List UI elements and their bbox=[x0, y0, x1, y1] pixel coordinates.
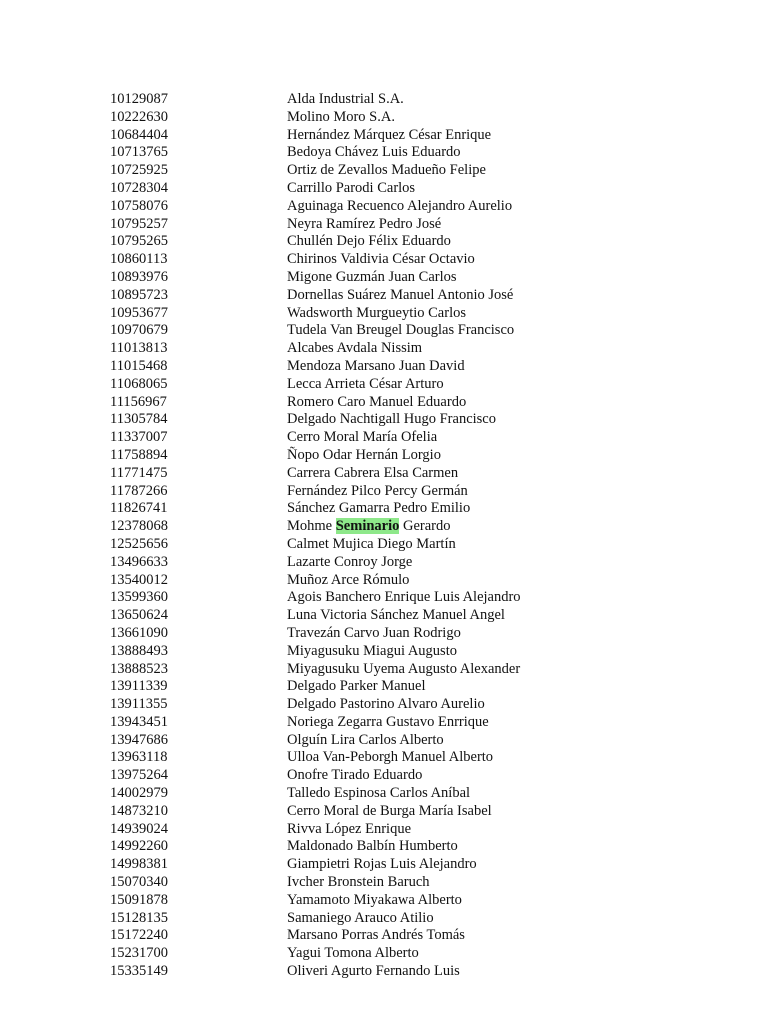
row-name: Ñopo Odar Hernán Lorgio bbox=[287, 446, 441, 463]
list-row bbox=[110, 216, 730, 234]
row-name: Marsano Porras Andrés Tomás bbox=[287, 927, 465, 944]
row-name: Onofre Tirado Eduardo bbox=[287, 767, 423, 784]
list-row bbox=[110, 892, 730, 910]
list-row bbox=[110, 696, 730, 714]
list-row bbox=[110, 483, 730, 501]
list-row bbox=[110, 714, 730, 732]
row-name: Delgado Pastorino Alvaro Aurelio bbox=[287, 696, 485, 713]
row-id: 10728304 bbox=[110, 179, 168, 196]
row-name: Bedoya Chávez Luis Eduardo bbox=[287, 144, 461, 161]
list-row bbox=[110, 447, 730, 465]
row-name: Maldonado Balbín Humberto bbox=[287, 838, 458, 855]
row-id: 10795257 bbox=[110, 215, 168, 232]
list-row bbox=[110, 856, 730, 874]
list-row bbox=[110, 874, 730, 892]
row-id: 15335149 bbox=[110, 963, 168, 980]
list-row bbox=[110, 945, 730, 963]
list-row bbox=[110, 144, 730, 162]
list-row bbox=[110, 376, 730, 394]
row-id: 11337007 bbox=[110, 429, 168, 446]
row-name: Neyra Ramírez Pedro José bbox=[287, 215, 442, 232]
row-name: Tudela Van Breugel Douglas Francisco bbox=[287, 322, 515, 339]
row-name: Molino Moro S.A. bbox=[287, 108, 395, 125]
list-row bbox=[110, 127, 730, 145]
row-id: 13947686 bbox=[110, 731, 168, 748]
row-name: Romero Caro Manuel Eduardo bbox=[287, 393, 467, 410]
row-id: 15091878 bbox=[110, 891, 168, 908]
row-id: 11758894 bbox=[110, 446, 168, 463]
row-name: Alda Industrial S.A. bbox=[287, 91, 404, 107]
row-name: Calmet Mujica Diego Martín bbox=[287, 535, 456, 552]
list-row bbox=[110, 322, 730, 340]
row-name: Miyagusuku Uyema Augusto Alexander bbox=[287, 660, 521, 677]
row-name: Yagui Tomona Alberto bbox=[287, 945, 419, 962]
row-name: Lecca Arrieta César Arturo bbox=[287, 375, 444, 392]
list-row bbox=[110, 749, 730, 767]
row-id: 13661090 bbox=[110, 624, 168, 641]
list-row bbox=[110, 536, 730, 554]
list-row bbox=[110, 821, 730, 839]
row-id: 15070340 bbox=[110, 874, 168, 891]
row-name: Travezán Carvo Juan Rodrigo bbox=[287, 624, 461, 641]
list-row bbox=[110, 340, 730, 358]
row-id: 11068065 bbox=[110, 375, 168, 392]
row-id: 11826741 bbox=[110, 500, 168, 517]
row-id: 15128135 bbox=[110, 909, 168, 926]
row-id: 11305784 bbox=[110, 411, 168, 428]
row-id: 10795265 bbox=[110, 233, 168, 250]
list-row bbox=[110, 233, 730, 251]
row-name: Yamamoto Miyakawa Alberto bbox=[287, 891, 462, 908]
row-id: 10970679 bbox=[110, 322, 168, 339]
row-name: Rivva López Enrique bbox=[287, 820, 412, 837]
row-name: Hernández Márquez César Enrique bbox=[287, 126, 492, 143]
list-row bbox=[110, 625, 730, 643]
row-name: Giampietri Rojas Luis Alejandro bbox=[287, 856, 477, 873]
list-row bbox=[110, 732, 730, 750]
list-row bbox=[110, 394, 730, 412]
highlighted-term: Seminario bbox=[335, 518, 400, 535]
list-row bbox=[110, 572, 730, 590]
row-name: Alcabes Avdala Nissim bbox=[287, 340, 423, 357]
list-row bbox=[110, 589, 730, 607]
row-id: 12378068 bbox=[110, 518, 168, 535]
list-row bbox=[110, 518, 730, 536]
row-name: Delgado Parker Manuel bbox=[287, 678, 426, 695]
row-id: 10684404 bbox=[110, 126, 168, 143]
row-name: Aguinaga Recuenco Alejandro Aurelio bbox=[287, 197, 513, 214]
row-name: Wadsworth Murgueytio Carlos bbox=[287, 304, 466, 321]
row-name: Delgado Nachtigall Hugo Francisco bbox=[287, 411, 496, 428]
list-row bbox=[110, 287, 730, 305]
row-id: 13540012 bbox=[110, 571, 168, 588]
list-row bbox=[110, 678, 730, 696]
list-row bbox=[110, 643, 730, 661]
row-name: Migone Guzmán Juan Carlos bbox=[287, 268, 457, 285]
row-name: Cerro Moral de Burga María Isabel bbox=[287, 802, 492, 819]
row-id: 14939024 bbox=[110, 820, 168, 837]
row-name: Fernández Pilco Percy Germán bbox=[287, 482, 468, 499]
row-name: Agois Banchero Enrique Luis Alejandro bbox=[287, 589, 521, 606]
row-name: Dornellas Suárez Manuel Antonio José bbox=[287, 286, 514, 303]
row-id: 12525656 bbox=[110, 535, 168, 552]
row-name: Muñoz Arce Rómulo bbox=[287, 571, 410, 588]
row-id: 15231700 bbox=[110, 945, 168, 962]
list-row bbox=[110, 180, 730, 198]
list-row bbox=[110, 162, 730, 180]
row-id: 11013813 bbox=[110, 340, 168, 357]
row-id: 13888493 bbox=[110, 642, 168, 659]
list-row bbox=[110, 465, 730, 483]
row-name: Miyagusuku Miagui Augusto bbox=[287, 642, 457, 659]
row-name: Ivcher Bronstein Baruch bbox=[287, 874, 430, 891]
list-row bbox=[110, 305, 730, 323]
row-id: 13496633 bbox=[110, 553, 168, 570]
row-name: Talledo Espinosa Carlos Aníbal bbox=[287, 785, 471, 802]
list-row bbox=[110, 607, 730, 625]
list-row bbox=[110, 910, 730, 928]
list-row bbox=[110, 554, 730, 572]
row-name: Noriega Zegarra Gustavo Enrrique bbox=[287, 713, 489, 730]
row-id: 13911339 bbox=[110, 678, 168, 695]
row-name: Lazarte Conroy Jorge bbox=[287, 553, 413, 570]
row-name: Chullén Dejo Félix Eduardo bbox=[287, 233, 451, 250]
row-id: 15172240 bbox=[110, 927, 168, 944]
row-name: Mendoza Marsano Juan David bbox=[287, 357, 465, 374]
row-id: 14998381 bbox=[110, 856, 168, 873]
row-name: Luna Victoria Sánchez Manuel Angel bbox=[287, 607, 505, 624]
row-id: 11015468 bbox=[110, 357, 168, 374]
row-id: 10860113 bbox=[110, 251, 168, 268]
list-row bbox=[110, 927, 730, 945]
row-name bbox=[287, 518, 451, 536]
list-row bbox=[110, 198, 730, 216]
row-id: 13599360 bbox=[110, 589, 168, 606]
row-name: Samaniego Arauco Atilio bbox=[287, 909, 434, 926]
list-row bbox=[110, 358, 730, 376]
row-id: 10725925 bbox=[110, 162, 168, 179]
row-id: 11156967 bbox=[110, 393, 167, 410]
list-row bbox=[110, 767, 730, 785]
row-name: Sánchez Gamarra Pedro Emilio bbox=[287, 500, 471, 517]
name-list bbox=[110, 91, 730, 981]
list-row bbox=[110, 838, 730, 856]
list-row bbox=[110, 785, 730, 803]
list-row bbox=[110, 500, 730, 518]
list-row bbox=[110, 251, 730, 269]
list-row bbox=[110, 109, 730, 127]
row-id: 11771475 bbox=[110, 464, 168, 481]
list-row bbox=[110, 429, 730, 447]
row-name: Carrillo Parodi Carlos bbox=[287, 179, 416, 196]
row-id: 14873210 bbox=[110, 802, 168, 819]
row-id: 14002979 bbox=[110, 785, 168, 802]
row-id: 10953677 bbox=[110, 304, 168, 321]
row-name: Olguín Lira Carlos Alberto bbox=[287, 731, 444, 748]
row-id: 10713765 bbox=[110, 144, 168, 161]
row-id: 14992260 bbox=[110, 838, 168, 855]
row-name-after: Gerardo bbox=[399, 518, 451, 535]
list-row bbox=[110, 411, 730, 429]
row-id: 13888523 bbox=[110, 660, 168, 677]
list-row bbox=[110, 661, 730, 679]
row-name: Oliveri Agurto Fernando Luis bbox=[287, 963, 460, 980]
row-id: 10129087 bbox=[110, 91, 168, 107]
row-id: 10893976 bbox=[110, 268, 168, 285]
row-id: 13943451 bbox=[110, 713, 168, 730]
row-name: Chirinos Valdivia César Octavio bbox=[287, 251, 475, 268]
row-id: 10895723 bbox=[110, 286, 168, 303]
row-id: 10222630 bbox=[110, 108, 168, 125]
list-row bbox=[110, 91, 730, 109]
row-id: 13963118 bbox=[110, 749, 168, 766]
list-row bbox=[110, 803, 730, 821]
row-id: 13975264 bbox=[110, 767, 168, 784]
row-id: 13911355 bbox=[110, 696, 168, 713]
row-name: Ulloa Van-Peborgh Manuel Alberto bbox=[287, 749, 494, 766]
list-row bbox=[110, 269, 730, 287]
row-name: Cerro Moral María Ofelia bbox=[287, 429, 438, 446]
list-row bbox=[110, 963, 730, 981]
row-name-before: Mohme bbox=[287, 518, 336, 535]
row-name: Ortiz de Zevallos Madueño Felipe bbox=[287, 162, 486, 179]
row-id: 11787266 bbox=[110, 482, 168, 499]
row-id: 13650624 bbox=[110, 607, 168, 624]
row-id: 10758076 bbox=[110, 197, 168, 214]
row-name: Carrera Cabrera Elsa Carmen bbox=[287, 464, 459, 481]
